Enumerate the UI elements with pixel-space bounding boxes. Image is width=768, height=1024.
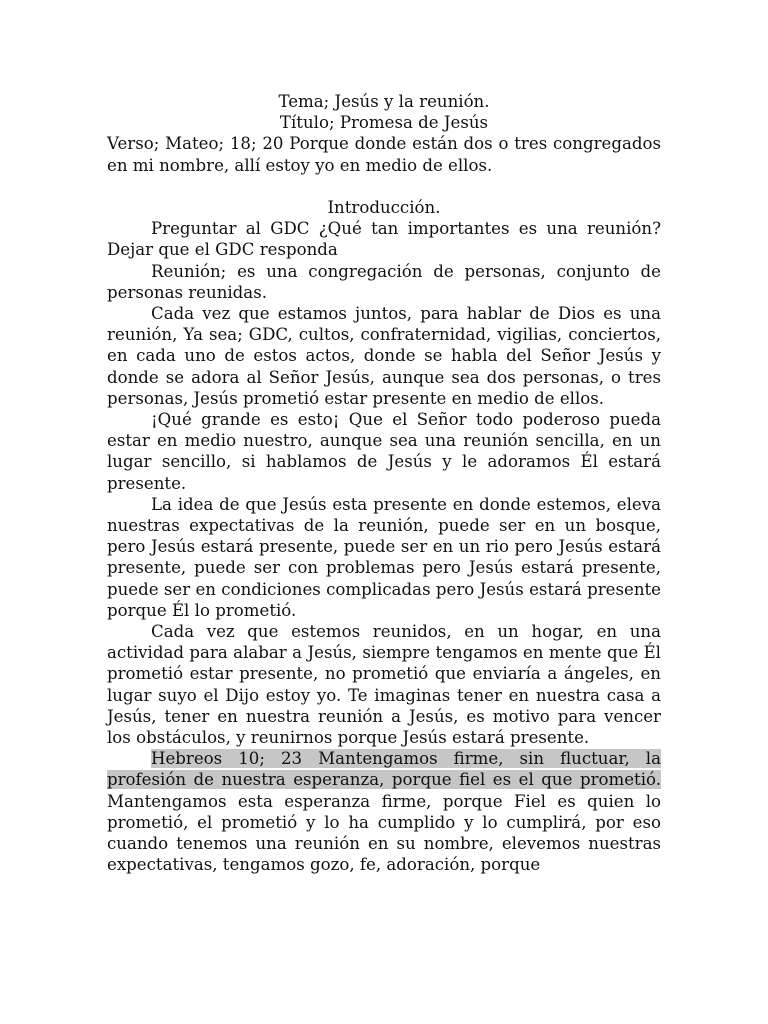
paragraph-7 — [107, 748, 661, 875]
paragraph-1: Preguntar al GDC ¿Qué tan importantes es una reunión? Dejar que el GDC responda — [107, 219, 661, 260]
paragraph-4: ¡Qué grande es esto¡ Que el Señor todo poderoso pueda estar en medio nuestro, aunque sea una reunión sencilla, en un lugar sencillo, si hablamos de Jesús y le adoramos Él estará presente. — [107, 410, 661, 493]
verse-line: Verso; Mateo; 18; 20 Porque donde están dos o tres congregados en mi nombre, allí estoy yo en medio de ellos. — [107, 134, 661, 175]
title-line: Título; Promesa de Jesús — [279, 113, 489, 133]
theme-line: Tema; Jesús y la reunión. — [278, 92, 490, 111]
paragraph-6: Cada vez que estemos reunidos, en un hogar, en una actividad para alabar a Jesús, siempre tengamos en mente que Él prometió estar presente, no prometió que enviaría a ángeles, en lugar suyo el Dijo estoy yo. Te imaginas tener en nuestra casa a Jesús, tener en nuestra reunión a Jesús, es motivo para vencer los obstáculos, y reunirnos porque Jesús estará presente. — [107, 622, 661, 748]
highlighted-quote: Hebreos 10; 23 Mantengamos firme, sin fluctuar, la profesión de nuestra esperanza, porque fiel es el que prometió. — [107, 749, 661, 790]
blank-line — [107, 176, 661, 197]
document-page — [107, 91, 661, 876]
paragraph-7-rest: Mantengamos esta esperanza firme, porque Fiel es quien lo prometió, el prometió y lo ha cumplido y lo cumplirá, por eso cuando tenemos una reunión en su nombre, elevemos nuestras expectativas, tengamos gozo, fe, adoración, porque — [107, 791, 661, 875]
paragraph-2: Reunión; es una congregación de personas, conjunto de personas reunidas. — [107, 261, 661, 302]
paragraph-5: La idea de que Jesús esta presente en donde estemos, eleva nuestras expectativas de la reunión, puede ser en un bosque, pero Jesús estará presente, puede ser en un rio pero Jesús estará presente, puede ser con problemas pero Jesús estará presente, puede ser en condiciones complicadas pero Jesús estará presente porque Él lo prometió. — [107, 494, 661, 620]
intro-heading: Introducción. — [327, 198, 441, 217]
paragraph-3: Cada vez que estamos juntos, para hablar de Dios es una reunión, Ya sea; GDC, cultos, confraternidad, vigilias, conciertos, en cada uno de estos actos, donde se habla del Señor Jesús y donde se adora al Señor Jesús, aunque sea dos personas, o tres personas, Jesús prometió estar presente en medio de ellos. — [107, 304, 661, 408]
